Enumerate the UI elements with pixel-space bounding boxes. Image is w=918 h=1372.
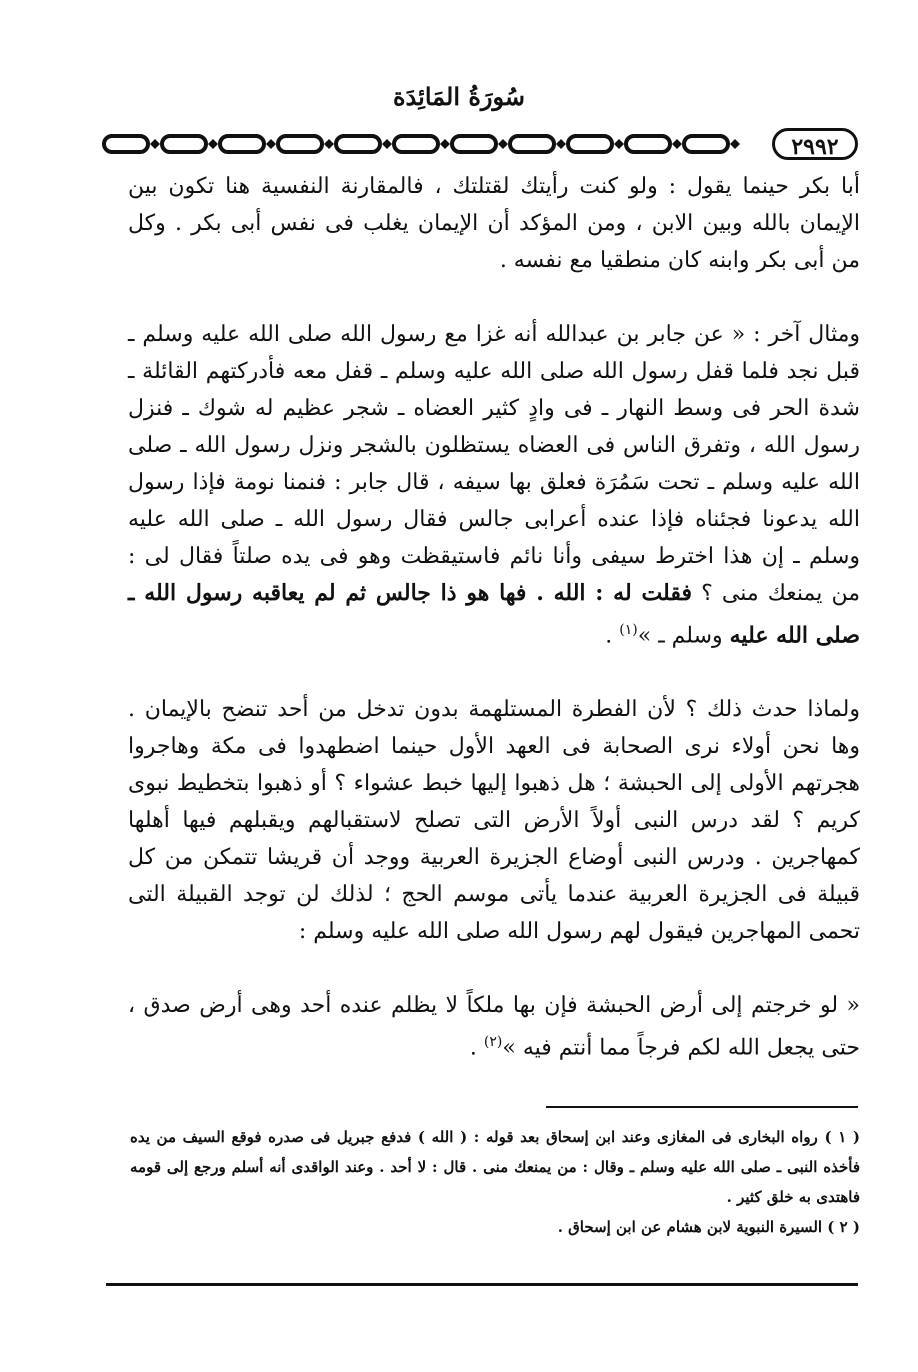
bottom-rule — [106, 1283, 858, 1286]
ornament-diamond — [150, 139, 160, 149]
footnote-separator — [546, 1106, 858, 1108]
ornament-link — [220, 136, 264, 152]
quote-text: « لو خرجتم إلى أرض الحبشة فإن بها ملكاً لا يظلم عنده أحد وهى أرض صدق ، حتى يجعل الله لكم فرجاً مما أنتم فيه » — [128, 993, 860, 1061]
footnotes — [130, 1122, 860, 1242]
ornament-link — [684, 136, 728, 152]
ornament-link — [626, 136, 670, 152]
ornament-link — [510, 136, 554, 152]
page-number: ٢٩٩٢ — [772, 128, 858, 160]
ornament-link — [568, 136, 612, 152]
ornament-diamond — [324, 139, 334, 149]
ornament-link — [452, 136, 496, 152]
hadith-bold-text: فقلت له : الله . فها هو ذا جالس ثم لم يعاقبه رسول الله ـ صلى الله عليه — [128, 580, 860, 649]
paragraph-2: ومثال آخر : « عن جابر بن عبدالله أنه غزا مع رسول الله صلى الله عليه وسلم ـ قبل نجد فلما قفل رسول الله صلى الله عليه وسلم ـ قفل معه فأدركتهم القائلة ـ شدة الحر فى وسط النهار ـ فى وادٍ كثير العضاه ـ شجر عظيم له شوك ـ فنزل رسول الله ، وتفرق الناس فى العضاه يستظلون بالشجر ونزل رسول الله ـ صلى الله عليه وسلم ـ تحت سَمُرَة فعلق بها سيفه ، قال جابر : فنمنا نومة فإذا رسول الله يدعونا فجئناه فإذا عنده أعرابى جالس فقال رسول الله ـ صلى الله عليه وسلم ـ إن هذا اخترط سيفى وأنا نائم فاستيقظت وهو فى يده صلتاً فقال لى : من يمنعك منى ؟ فقلت له : الله . فها هو ذا جالس ثم لم يعاقبه رسول الله ـ صلى الله عليه وسلم ـ »$^{(١)}$ . — [128, 322, 860, 649]
ornament-diamond — [556, 139, 566, 149]
ornament-link — [104, 136, 148, 152]
main-text — [128, 168, 860, 1067]
paragraph-4: « لو خرجتم إلى أرض الحبشة فإن بها ملكاً لا يظلم عنده أحد وهى أرض صدق ، حتى يجعل الله لكم فرجاً مما أنتم فيه »$^{(٢)}$ . — [128, 993, 860, 1061]
paragraph-1: أبا بكر حينما يقول : ولو كنت رأيتك لقتلتك ، فالمقارنة النفسية هنا تكون بين الإيمان بالله وبين الابن ، ومن المؤكد أن الإيمان يغلب فى نفس أبى بكر . وكل من أبى بكر وابنه كان منطقيا مع نفسه . — [128, 174, 860, 273]
ornament-diamond — [614, 139, 624, 149]
header-ornament-border — [100, 128, 860, 160]
hadith-end: وسلم ـ » — [637, 623, 723, 649]
ornament-diamond — [382, 139, 392, 149]
ornament-diamond — [498, 139, 508, 149]
ornament-link — [394, 136, 438, 152]
ornament-diamond — [440, 139, 450, 149]
ornament-link — [162, 136, 206, 152]
hadith-text: ومثال آخر : « عن جابر بن عبدالله أنه غزا مع رسول الله صلى الله عليه وسلم ـ قبل نجد فلما قفل رسول الله صلى الله عليه وسلم ـ قفل معه فأدركتهم القائلة ـ شدة الحر فى وسط النهار ـ فى وادٍ كثير العضاه ـ شجر عظيم له شوك ـ فنزل رسول الله ، وتفرق الناس فى العضاه يستظلون بالشجر ونزل رسول الله ـ صلى الله عليه وسلم ـ تحت سَمُرَة فعلق بها سيفه ، قال جابر : فنمنا نومة فإذا رسول الله يدعونا فجئناه فإذا عنده أعرابى جالس فقال رسول الله ـ صلى الله عليه وسلم ـ إن هذا اخترط سيفى وأنا نائم فاستيقظت وهو فى يده صلتاً فقال لى : من يمنعك منى ؟ — [128, 322, 860, 606]
ornament-link — [278, 136, 322, 152]
footnote-ref-2[interactable]: (٢) — [483, 1034, 503, 1051]
paragraph-3: ولماذا حدث ذلك ؟ لأن الفطرة المستلهمة بدون تدخل من أحد تنضح بالإيمان . وها نحن أولاء نرى الصحابة فى العهد الأول حينما اضطهدوا فى مكة وهاجروا هجرتهم الأولى إلى الحبشة ؛ هل ذهبوا إليها خبط عشواء ؟ أو ذهبوا بتخطيط نبوى كريم ؟ لقد درس النبى أولاً الأرض التى تصلح لاستقبالهم ويقبلهم فيها أهلها كمهاجرين . ودرس النبى أوضاع الجزيرة العربية ووجد أن قريشا تتمكن من كل قبيلة فى الجزيرة العربية عندما يأتى موسم الحج ؛ لذلك لن توجد القبيلة التى تحمى المهاجرين فيقول لهم رسول الله صلى الله عليه وسلم : — [128, 697, 860, 945]
ornament-diamond — [730, 139, 740, 149]
ornament-diamond — [208, 139, 218, 149]
footnote-1: ( ١ ) رواه البخارى فى المغازى وعند ابن إسحاق بعد قوله : ( الله ) فدفع جبريل فى صدره فوقع السيف من يده فأخذه النبى ـ صلى الله عليه وسلم ـ وقال : من يمنعك منى . قال : لا أحد . وعند الواقدى أنه أسلم ورجع إلى قومه فاهتدى به خلق كثير . — [130, 1128, 860, 1206]
footnote-ref-1[interactable]: (١) — [619, 622, 638, 638]
ornament-diamond — [672, 139, 682, 149]
footnote-2: ( ٢ ) السيرة النبوية لابن هشام عن ابن إسحاق . — [557, 1218, 860, 1236]
ornament-diamond — [266, 139, 276, 149]
ornament-link — [336, 136, 380, 152]
surah-title: سُورَةُ المَائِدَة — [392, 82, 526, 111]
